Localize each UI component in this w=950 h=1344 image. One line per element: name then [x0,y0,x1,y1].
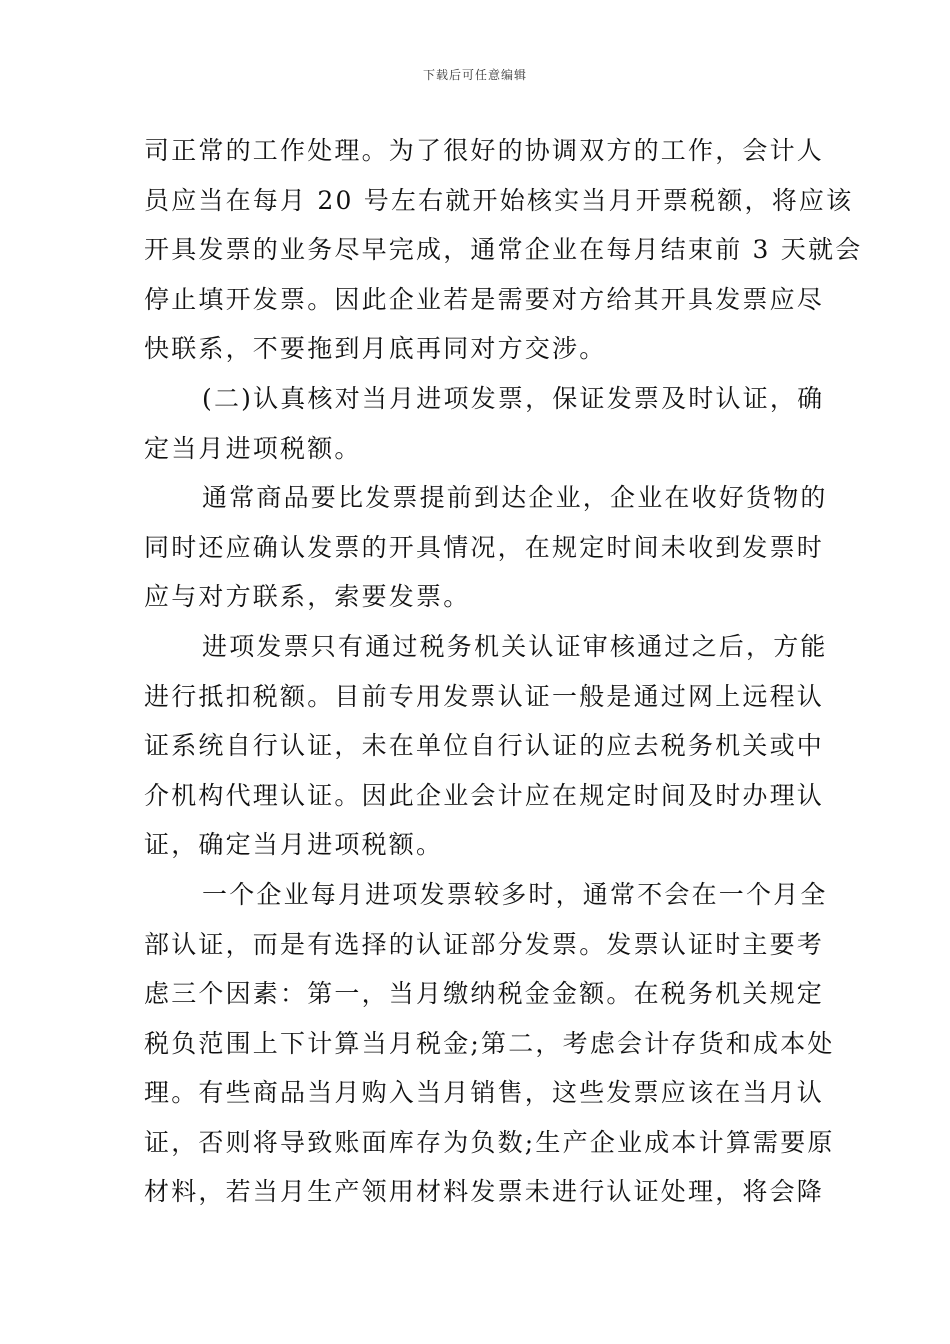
text-line: 材料，若当月生产领用材料发票未进行认证处理，将会降 [144,1177,825,1207]
text-line: 司正常的工作处理。为了很好的协调双方的工作，会计人 [144,136,825,165]
section-heading: (二)认真核对当月进项发票，保证发票及时认证，确 [202,383,825,413]
text-line: 开具发票的业务尽早完成，通常企业在每月结束前 3 天就会 [144,235,863,265]
text-line: 证，否则将导致账面库存为负数;生产企业成本计算需要原 [144,1127,835,1157]
text-line: 停止填开发票。因此企业若是需要对方给其开具发票应尽 [144,284,825,314]
document-body [144,126,863,1217]
paragraph-start: 一个企业每月进项发票较多时，通常不会在一个月全 [202,879,828,909]
text-line: 应与对方联系，索要发票。 [144,582,471,612]
text-line: 同时还应确认发票的开具情况，在规定时间未收到发票时 [144,532,825,562]
text-line: 虑三个因素：第一，当月缴纳税金金额。在税务机关规定 [144,979,825,1009]
text-line: 证，确定当月进项税额。 [144,830,444,860]
text-line: 部认证，而是有选择的认证部分发票。发票认证时主要考 [144,929,825,959]
text-line: 理。有些商品当月购入当月销售，这些发票应该在当月认 [144,1078,825,1108]
paragraph-start: 进项发票只有通过税务机关认证审核通过之后，方能 [202,631,828,661]
text-line: 定当月进项税额。 [144,433,362,463]
paragraph-start: 通常商品要比发票提前到达企业，企业在收好货物的 [202,483,828,513]
text-line: 税负范围上下计算当月税金;第二，考虑会计存货和成本处 [144,1028,835,1058]
text-line: 介机构代理认证。因此企业会计应在规定时间及时办理认 [144,780,825,810]
text-line: 进行抵扣税额。目前专用发票认证一般是通过网上远程认 [144,681,825,711]
page-header: 下载后可任意编辑 [422,68,527,82]
text-line: 证系统自行认证，未在单位自行认证的应去税务机关或中 [144,731,825,761]
text-line: 员应当在每月 20 号左右就开始核实当月开票税额，将应该 [144,185,854,215]
text-line: 快联系，不要拖到月底再同对方交涉。 [144,334,607,364]
